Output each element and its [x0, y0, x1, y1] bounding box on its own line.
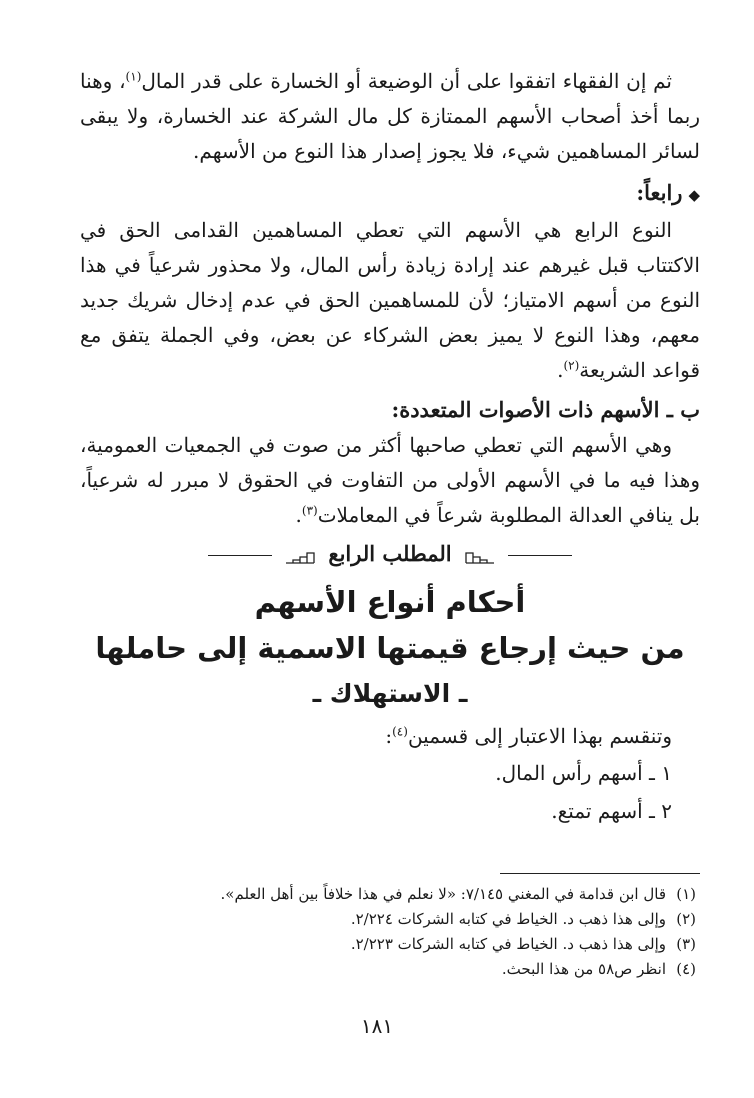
page-body [80, 64, 700, 830]
footnotes [80, 882, 700, 982]
section-label-text: المطلب الرابع [328, 541, 452, 566]
paragraph-loss: ثم إن الفقهاء اتفقوا على أن الوضيعة أو الخسارة على قدر المال$^{(١)}$، وهنا ربما أخذ أصحاب الأسهم الممتازة كل مال الشركة عند الخسارة، ولا يبقى لسائر المساهمين شيء، فلا يجوز إصدار هذا النوع من الأسهم. [80, 69, 700, 163]
heading-fourth: ◆رابعاً: [80, 175, 700, 213]
section-label [80, 537, 700, 577]
footnote-ref-3: (٣) [301, 503, 318, 518]
decor-rule-right [508, 555, 572, 556]
section-title: أحكام أنواع الأسهم [254, 585, 526, 619]
footnote-ref-2: (٢) [563, 358, 580, 373]
list-item: ٢ ـ أسهم تمتع. [551, 799, 672, 823]
steps-ornament-icon [285, 548, 315, 564]
page-number: ١٨١ [360, 1014, 394, 1038]
paragraph-multivote: وهي الأسهم التي تعطي صاحبها أكثر من صوت في الجمعيات العمومية، وهذا فيه ما في الأسهم الأولى من التفاوت في الحقوق لا مبرر له شرعياً، بل ينافي العدالة المطلوبة شرعاً في المعاملات$^{(٣)}$. [80, 433, 700, 527]
list-item: ١ ـ أسهم رأس المال. [495, 761, 672, 785]
decor-rule-left [208, 555, 272, 556]
division-list [80, 754, 680, 830]
footnote-item: (٤)انظر ص٥٨ من هذا البحث. [501, 960, 696, 978]
section-subtitle-2: ـ الاستهلاك ـ [312, 679, 468, 708]
footnote-item: (٣)وإلى هذا ذهب د. الخياط في كتابه الشركات ٢/٢٢٣. [350, 935, 696, 953]
section-subtitle: من حيث إرجاع قيمتها الاسمية إلى حاملها [95, 631, 685, 665]
paragraph-division: وتنقسم بهذا الاعتبار إلى قسمين$^{(٤)}$: [385, 724, 672, 748]
diamond-bullet-icon: ◆ [688, 186, 700, 204]
footnote-ref-1: (١) [125, 69, 142, 84]
paragraph-fourth: النوع الرابع هي الأسهم التي تعطي المساهمين القدامى الحق في الاكتتاب قبل غيرهم عند إرادة زيادة رأس المال، ولا محذور شرعياً في هذا النوع من أسهم الامتياز؛ لأن للمساهمين الحق في عدم إدخال شريك جديد معهم، وهذا النوع لا يميز بعض الشركاء عن بعض، وفي الجملة يتفق مع قواعد الشريعة$^{(٢)}$. [80, 218, 700, 382]
footnote-ref-4: (٤) [392, 724, 408, 739]
footnote-divider [500, 873, 700, 874]
footnote-item: (٢)وإلى هذا ذهب د. الخياط في كتابه الشركات ٢/٢٢٤. [350, 910, 696, 928]
steps-ornament-icon [465, 548, 495, 564]
footnote-item: (١)قال ابن قدامة في المغني ٧/١٤٥: «لا نعلم في هذا خلافاً بين أهل العلم». [220, 885, 696, 903]
heading-multivote: ب ـ الأسهم ذات الأصوات المتعددة: [391, 397, 700, 422]
